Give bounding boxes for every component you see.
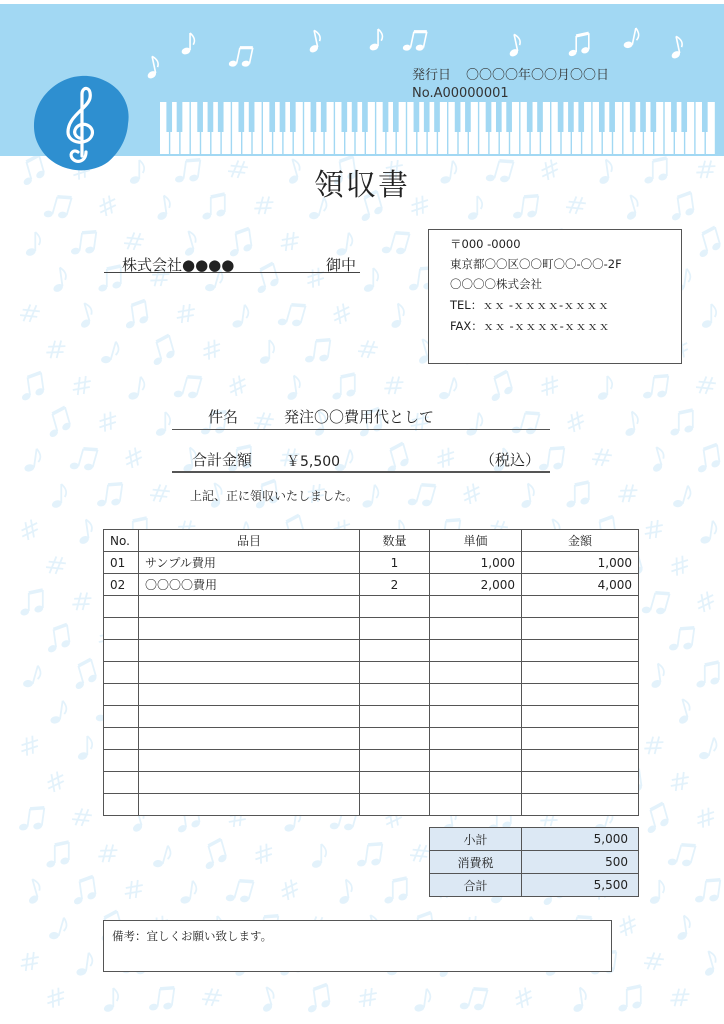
music-note-icon <box>537 445 565 475</box>
music-note-icon <box>181 33 195 56</box>
black-key <box>249 102 255 132</box>
document-number: No.A00000001 <box>412 86 509 101</box>
table-row <box>104 596 639 618</box>
cell-amount <box>522 728 639 750</box>
music-note-icon <box>646 446 668 474</box>
recipient-underline <box>104 272 360 273</box>
header-item: 品目 <box>139 530 360 552</box>
table-row <box>104 706 639 728</box>
cell-qty <box>360 794 430 816</box>
header-qty: 数量 <box>360 530 430 552</box>
cell-item <box>139 794 360 816</box>
music-note-icon <box>122 300 150 330</box>
cell-unit-price <box>430 728 522 750</box>
issuer-tel: TEL：ｘｘ -ｘｘｘｘ-ｘｘｘｘ <box>450 298 610 312</box>
music-note-icon <box>71 806 94 829</box>
music-note-icon <box>231 303 250 330</box>
cell-no <box>104 772 139 794</box>
cell-item <box>139 728 360 750</box>
music-note-icon <box>149 482 172 505</box>
table-row <box>104 728 639 750</box>
music-note-icon <box>76 519 95 546</box>
music-note-icon <box>505 33 523 58</box>
music-note-icon <box>17 805 45 835</box>
music-note-icon <box>147 335 178 367</box>
music-note-icon <box>72 591 92 612</box>
black-key <box>609 102 615 132</box>
black-key <box>424 102 430 132</box>
music-note-icon <box>670 987 690 1008</box>
music-note-icon <box>643 950 666 973</box>
black-key <box>393 102 399 132</box>
black-key <box>197 102 203 132</box>
total-amount-label: 合計金額 <box>192 451 253 469</box>
summary-label: 合計 <box>430 874 522 897</box>
cell-amount <box>522 794 639 816</box>
music-note-icon <box>224 875 255 907</box>
music-note-icon <box>68 443 99 475</box>
music-note-icon <box>172 371 203 403</box>
music-note-icon <box>21 663 43 691</box>
music-note-icon <box>465 411 484 438</box>
music-note-icon <box>406 479 437 511</box>
table-row <box>104 684 639 706</box>
table-header-row <box>104 530 639 552</box>
music-note-icon <box>22 878 44 906</box>
music-note-icon <box>667 625 695 655</box>
music-note-icon <box>75 951 94 978</box>
music-note-icon <box>355 841 383 871</box>
music-note-icon <box>510 407 541 439</box>
music-note-icon <box>458 983 489 1015</box>
music-note-icon <box>45 842 70 869</box>
music-note-icon <box>409 842 432 865</box>
black-key <box>506 102 512 132</box>
music-note-icon <box>694 444 722 474</box>
music-note-icon <box>179 879 198 906</box>
music-note-icon <box>44 624 72 654</box>
music-note-icon <box>485 371 516 403</box>
music-note-icon <box>369 29 383 52</box>
music-note-icon <box>361 483 380 510</box>
music-note-icon <box>18 372 46 402</box>
summary-label: 消費税 <box>430 851 522 874</box>
cell-amount <box>522 662 639 684</box>
music-note-icon <box>305 267 325 288</box>
cell-unit-price <box>430 706 522 728</box>
black-key <box>290 102 296 132</box>
music-note-icon <box>127 375 146 402</box>
music-note-icon <box>693 227 724 259</box>
music-note-icon <box>227 43 254 71</box>
music-note-icon <box>281 232 299 251</box>
summary-row <box>430 874 639 897</box>
cell-qty <box>360 640 430 662</box>
subject-underline <box>172 429 550 430</box>
recipient-name: 株式会社●●●● <box>122 256 235 274</box>
summary-row <box>430 851 639 874</box>
cell-item <box>139 640 360 662</box>
subject-value: 発注〇〇費用代として <box>284 408 435 426</box>
music-note-icon <box>46 339 66 360</box>
music-note-icon <box>512 986 535 1009</box>
remarks-text: 備考：宜しくお願い致します。 <box>112 929 273 943</box>
music-note-icon <box>699 519 718 546</box>
black-key <box>177 102 183 132</box>
black-key <box>352 102 358 132</box>
items-table <box>103 529 639 816</box>
music-note-icon <box>278 878 301 901</box>
music-note-icon <box>622 411 641 438</box>
music-note-icon <box>70 876 98 906</box>
music-note-icon <box>311 844 326 869</box>
music-note-icon <box>401 27 428 55</box>
cell-qty <box>360 596 430 618</box>
page-title: 領収書 <box>314 168 410 203</box>
cell-qty <box>360 618 430 640</box>
music-note-icon <box>125 880 143 899</box>
music-note-icon <box>201 986 224 1009</box>
music-note-icon <box>199 839 230 871</box>
music-note-icon <box>694 590 717 613</box>
cell-amount: 4,000 <box>522 574 639 596</box>
music-note-icon <box>672 698 694 726</box>
cell-no <box>104 618 139 640</box>
cell-item <box>139 684 360 706</box>
cell-no <box>104 684 139 706</box>
music-note-icon <box>143 55 161 80</box>
music-note-icon <box>669 555 689 576</box>
music-note-icon <box>74 302 96 330</box>
cell-no <box>104 596 139 618</box>
cell-no <box>104 794 139 816</box>
music-note-icon <box>151 843 173 871</box>
summary-row <box>430 828 639 851</box>
music-note-icon <box>622 26 640 51</box>
music-note-icon <box>666 839 697 871</box>
cell-amount <box>522 772 639 794</box>
cell-qty <box>360 684 430 706</box>
music-note-icon <box>147 985 175 1015</box>
cell-amount <box>522 684 639 706</box>
music-note-icon <box>18 518 41 541</box>
table-row <box>104 640 639 662</box>
black-key <box>218 102 224 132</box>
cell-item <box>139 750 360 772</box>
table-row <box>104 618 639 640</box>
music-note-icon <box>363 268 378 293</box>
cell-no <box>104 662 139 684</box>
music-note-icon <box>201 339 221 360</box>
music-note-icon <box>284 375 303 402</box>
total-underline <box>172 471 550 473</box>
black-key <box>434 102 440 132</box>
music-note-icon <box>276 299 307 331</box>
treble-clef-icon <box>30 72 132 174</box>
music-note-icon <box>671 772 689 791</box>
cell-qty <box>360 728 430 750</box>
music-note-icon <box>304 984 332 1014</box>
music-note-icon <box>616 914 639 937</box>
music-note-icon <box>518 483 537 510</box>
issuer-company: 〇〇〇〇株式会社 <box>450 277 542 291</box>
music-note-icon <box>693 877 721 907</box>
music-note-icon <box>95 481 123 511</box>
music-note-icon <box>19 735 39 756</box>
music-note-icon <box>380 227 411 259</box>
music-note-icon <box>388 303 407 330</box>
music-note-icon <box>97 411 117 432</box>
music-note-icon <box>564 410 587 433</box>
cell-qty <box>360 706 430 728</box>
music-note-icon <box>103 988 118 1013</box>
music-note-icon <box>177 304 195 323</box>
black-key <box>568 102 574 132</box>
music-note-icon <box>256 986 278 1014</box>
music-note-icon <box>50 267 69 294</box>
music-note-icon <box>23 447 42 474</box>
music-note-icon <box>568 33 590 57</box>
issue-date: 〇〇〇〇年〇〇月〇〇日 <box>466 68 610 83</box>
cell-amount <box>522 640 639 662</box>
music-note-icon <box>671 483 693 511</box>
cell-unit-price <box>430 618 522 640</box>
cell-unit-price <box>430 640 522 662</box>
cell-no <box>104 640 139 662</box>
music-note-icon <box>305 29 323 54</box>
music-note-icon <box>69 229 97 259</box>
music-note-icon <box>697 735 719 763</box>
music-note-icon <box>336 879 355 906</box>
cell-item <box>139 596 360 618</box>
black-key <box>681 102 687 132</box>
cell-item <box>139 662 360 684</box>
cell-no <box>104 706 139 728</box>
music-note-icon <box>45 554 68 577</box>
total-amount-value: ￥5,500 <box>286 454 341 470</box>
music-note-icon <box>99 339 121 367</box>
header-no: No. <box>104 530 139 552</box>
black-key <box>362 102 368 132</box>
table-row <box>104 552 639 574</box>
music-note-icon <box>565 482 590 509</box>
tax-included-note: （税込） <box>480 451 541 469</box>
black-key <box>671 102 677 132</box>
black-key <box>599 102 605 132</box>
cell-unit-price <box>430 662 522 684</box>
cell-unit-price <box>430 596 522 618</box>
black-key <box>311 102 317 132</box>
black-key <box>414 102 420 132</box>
music-note-icon <box>97 266 122 293</box>
issue-date-label: 発行日 <box>412 68 452 83</box>
cell-qty <box>360 772 430 794</box>
music-note-icon <box>44 770 67 793</box>
black-key <box>341 102 347 132</box>
music-note-icon <box>591 446 614 469</box>
music-note-icon <box>701 304 716 329</box>
music-note-icon <box>155 412 170 437</box>
music-note-icon <box>669 410 694 437</box>
music-note-icon <box>437 375 459 403</box>
header-unit-price: 単価 <box>430 530 522 552</box>
music-note-icon <box>45 987 65 1008</box>
music-note-icon <box>43 407 74 439</box>
music-note-icon <box>648 663 667 690</box>
music-note-icon <box>383 878 408 905</box>
black-key <box>702 102 708 132</box>
black-key <box>208 102 214 132</box>
cell-amount <box>522 596 639 618</box>
summary-label: 小計 <box>430 828 522 851</box>
black-key <box>527 102 533 132</box>
music-note-icon <box>19 302 42 325</box>
cell-qty <box>360 662 430 684</box>
music-note-icon <box>47 915 69 943</box>
music-note-icon <box>695 374 718 397</box>
cell-item: サンプル費用 <box>139 552 360 574</box>
table-row <box>104 574 639 596</box>
cell-unit-price: 1,000 <box>430 552 522 574</box>
black-key <box>650 102 656 132</box>
table-row <box>104 750 639 772</box>
music-note-icon <box>667 35 685 60</box>
music-note-icon <box>69 659 100 691</box>
cell-amount <box>522 706 639 728</box>
cell-amount <box>522 750 639 772</box>
issuer-address: 東京都〇〇区〇〇町〇〇-〇〇-2F <box>450 257 622 271</box>
music-note-icon <box>303 337 331 367</box>
issuer-fax: FAX：ｘｘ -ｘｘｘｘ-ｘｘｘｘ <box>450 319 610 333</box>
music-note-icon <box>695 807 715 828</box>
music-note-icon <box>695 662 720 689</box>
music-note-icon <box>122 446 145 469</box>
cell-item: 〇〇〇〇費用 <box>139 574 360 596</box>
music-note-icon <box>460 482 483 505</box>
music-note-icon <box>123 230 146 253</box>
music-note-icon <box>259 340 274 365</box>
cell-item <box>139 706 360 728</box>
cell-no: 02 <box>104 574 139 596</box>
cell-no <box>104 750 139 772</box>
cell-item <box>139 772 360 794</box>
music-note-icon <box>357 338 380 361</box>
piano-keyboard-graphic <box>160 102 720 154</box>
black-key <box>455 102 461 132</box>
music-note-icon <box>98 843 118 864</box>
summary-value: 5,000 <box>522 828 639 851</box>
summary-table <box>429 827 639 897</box>
black-key <box>537 102 543 132</box>
music-note-icon <box>617 986 642 1013</box>
music-note-icon <box>21 952 39 971</box>
table-row <box>104 662 639 684</box>
music-note-icon <box>330 302 353 325</box>
music-note-icon <box>51 484 66 509</box>
black-key <box>630 102 636 132</box>
music-note-icon <box>226 374 249 397</box>
black-key <box>321 102 327 132</box>
cell-unit-price <box>430 772 522 794</box>
music-note-icon <box>698 950 720 978</box>
cell-item <box>139 618 360 640</box>
music-note-icon <box>539 375 559 396</box>
music-note-icon <box>25 232 40 257</box>
music-note-icon <box>674 915 693 942</box>
black-key <box>238 102 244 132</box>
black-key <box>640 102 646 132</box>
music-note-icon <box>77 736 92 761</box>
music-note-icon <box>618 483 638 504</box>
summary-value: 500 <box>522 851 639 874</box>
black-key <box>578 102 584 132</box>
music-note-icon <box>49 699 68 726</box>
black-key <box>269 102 275 132</box>
music-note-icon <box>641 373 669 403</box>
music-note-icon <box>641 803 672 835</box>
table-row <box>104 772 639 794</box>
cell-no: 01 <box>104 552 139 574</box>
summary-value: 5,500 <box>522 874 639 897</box>
black-key <box>496 102 502 132</box>
music-note-icon <box>73 376 91 395</box>
issuer-postal: 〒000 -0000 <box>450 237 521 251</box>
cell-unit-price <box>430 684 522 706</box>
music-note-icon <box>435 447 455 468</box>
music-note-icon <box>19 590 44 617</box>
music-note-icon <box>640 587 671 619</box>
music-note-icon <box>644 735 664 756</box>
cell-amount: 1,000 <box>522 552 639 574</box>
cell-amount <box>522 618 639 640</box>
music-note-icon <box>253 843 273 864</box>
cell-qty: 2 <box>360 574 430 596</box>
cell-no <box>104 728 139 750</box>
header-amount: 金額 <box>522 530 639 552</box>
music-note-icon <box>597 376 612 401</box>
black-key <box>486 102 492 132</box>
music-note-icon <box>384 375 404 396</box>
cell-unit-price <box>430 794 522 816</box>
music-note-icon <box>251 263 282 295</box>
black-key <box>465 102 471 132</box>
cell-qty <box>360 750 430 772</box>
black-key <box>558 102 564 132</box>
recipient-honorific: 御中 <box>326 256 357 274</box>
music-note-icon <box>645 520 663 539</box>
music-note-icon <box>649 880 664 905</box>
black-key <box>383 102 389 132</box>
cell-qty: 1 <box>360 552 430 574</box>
subject-label: 件名 <box>208 408 239 426</box>
cell-unit-price <box>430 750 522 772</box>
music-note-icon <box>570 987 589 1014</box>
black-key <box>280 102 286 132</box>
receipt-statement: 上記、正に領収いたしました。 <box>190 489 359 503</box>
music-note-icon <box>413 987 432 1014</box>
table-row <box>104 794 639 816</box>
music-note-icon <box>331 374 356 401</box>
music-note-icon <box>359 988 377 1007</box>
cell-unit-price: 2,000 <box>430 574 522 596</box>
black-key <box>166 102 172 132</box>
